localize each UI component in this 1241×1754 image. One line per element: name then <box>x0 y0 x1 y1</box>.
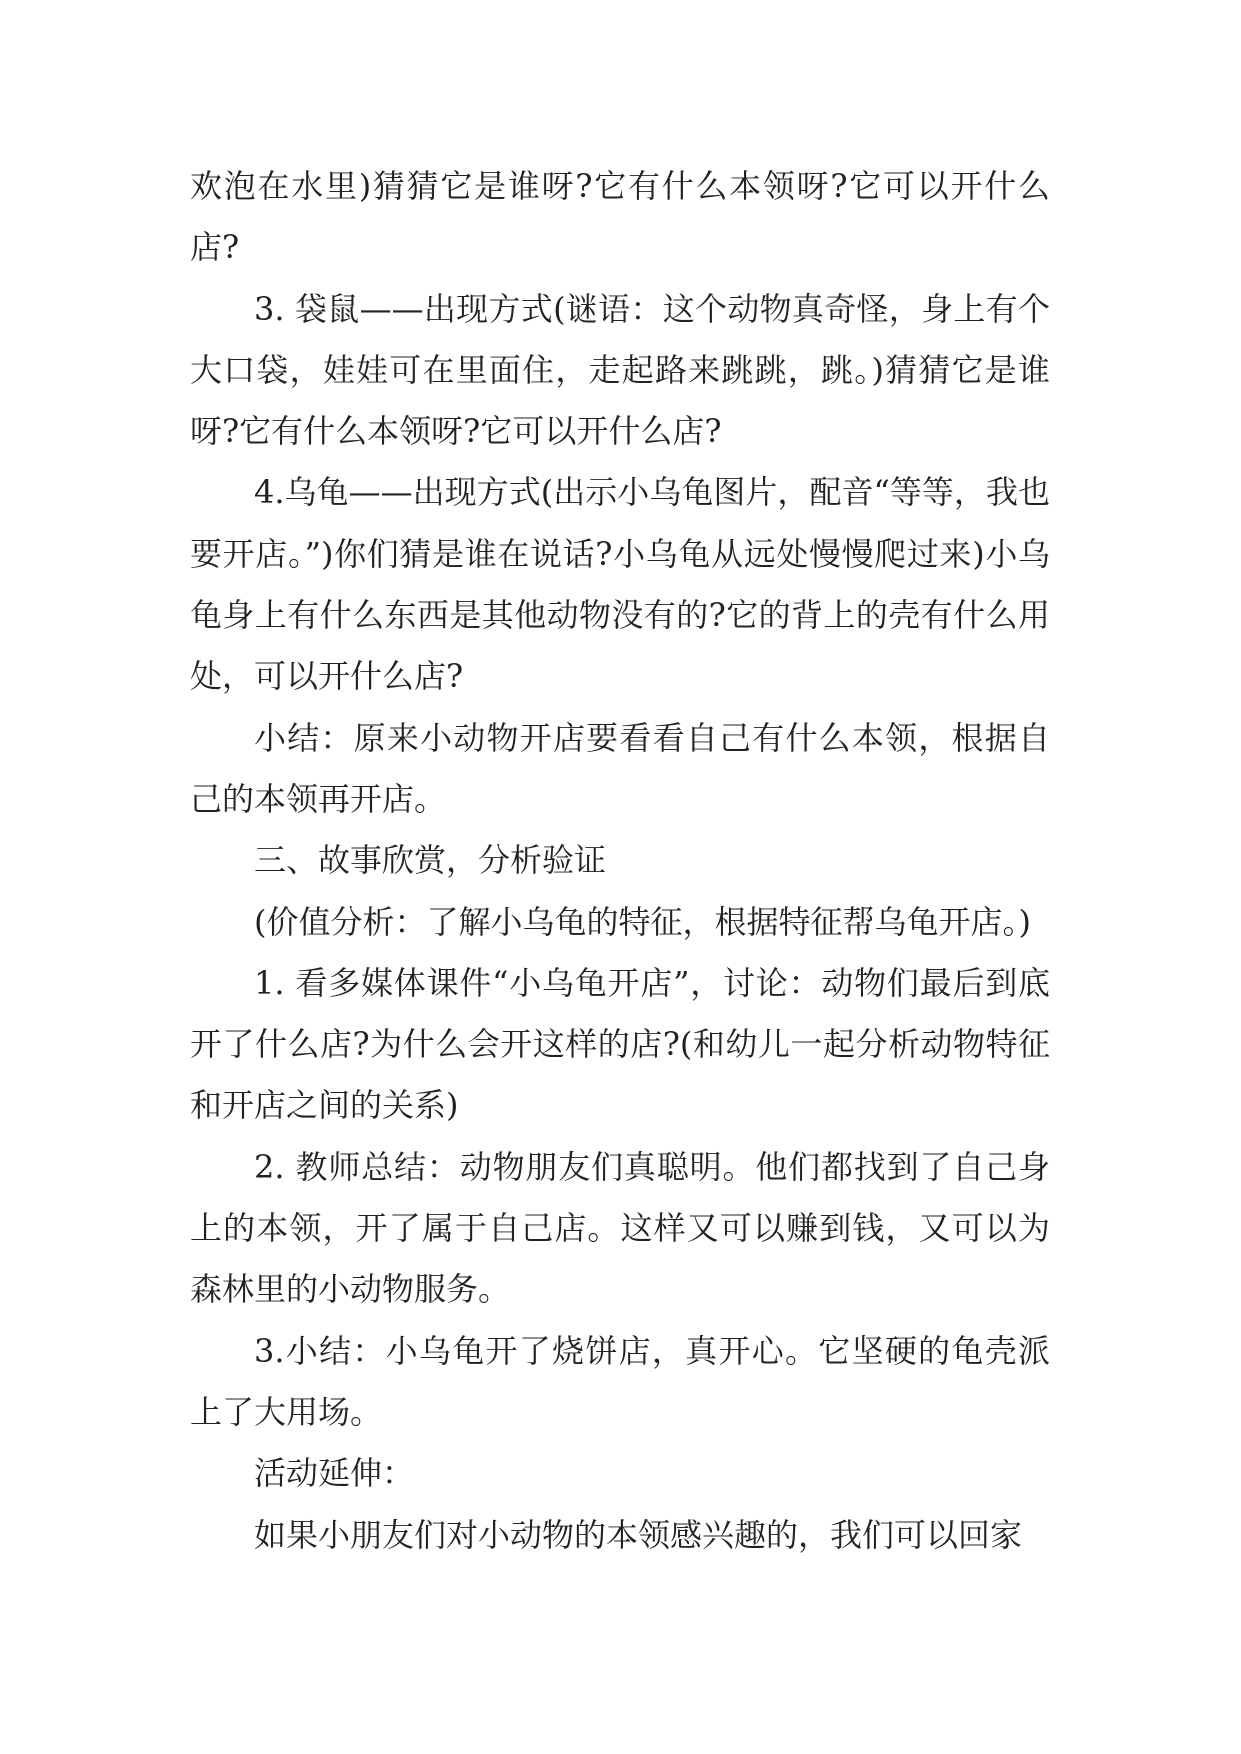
paragraph-2: 3. 袋鼠——出现方式(谜语：这个动物真奇怪，身上有个大口袋，娃娃可在里面住，走起路来跳跳，跳。)猜猜它是谁呀?它有什么本领呀?它可以开什么店? <box>190 289 1050 451</box>
paragraph-8: 2. 教师总结：动物朋友们真聪明。他们都找到了自己身上的本领，开了属于自己店。这样又可以赚到钱，又可以为森林里的小动物服务。 <box>190 1147 1050 1309</box>
document-body <box>190 156 1050 1566</box>
paragraph-1: 欢泡在水里)猜猜它是谁呀?它有什么本领呀?它可以开什么店? <box>190 167 1050 267</box>
paragraph-3: 4.乌龟——出现方式(出示小乌龟图片，配音“等等，我也要开店。”)你们猜是谁在说话?小乌龟从远处慢慢爬过来)小乌龟身上有什么东西是其他动物没有的?它的背上的壳有什么用处，可以开什么店? <box>190 473 1050 696</box>
paragraph-9: 3.小结：小乌龟开了烧饼店，真开心。它坚硬的龟壳派上了大用场。 <box>190 1331 1050 1431</box>
paragraph-10: 活动延伸： <box>254 1454 415 1493</box>
paragraph-7: 1. 看多媒体课件“小乌龟开店”，讨论：动物们最后到底开了什么店?为什么会开这样的店?(和幼儿一起分析动物特征和开店之间的关系) <box>190 963 1050 1125</box>
paragraph-11: 如果小朋友们对小动物的本领感兴趣的，我们可以回家 <box>254 1515 1023 1554</box>
paragraph-4: 小结：原来小动物开店要看看自己有什么本领，根据自己的本领再开店。 <box>190 718 1050 818</box>
section-heading: 三、故事欣赏，分析验证 <box>254 841 607 880</box>
paragraph-6: (价值分析：了解小乌龟的特征，根据特征帮乌龟开店。) <box>254 902 1031 941</box>
